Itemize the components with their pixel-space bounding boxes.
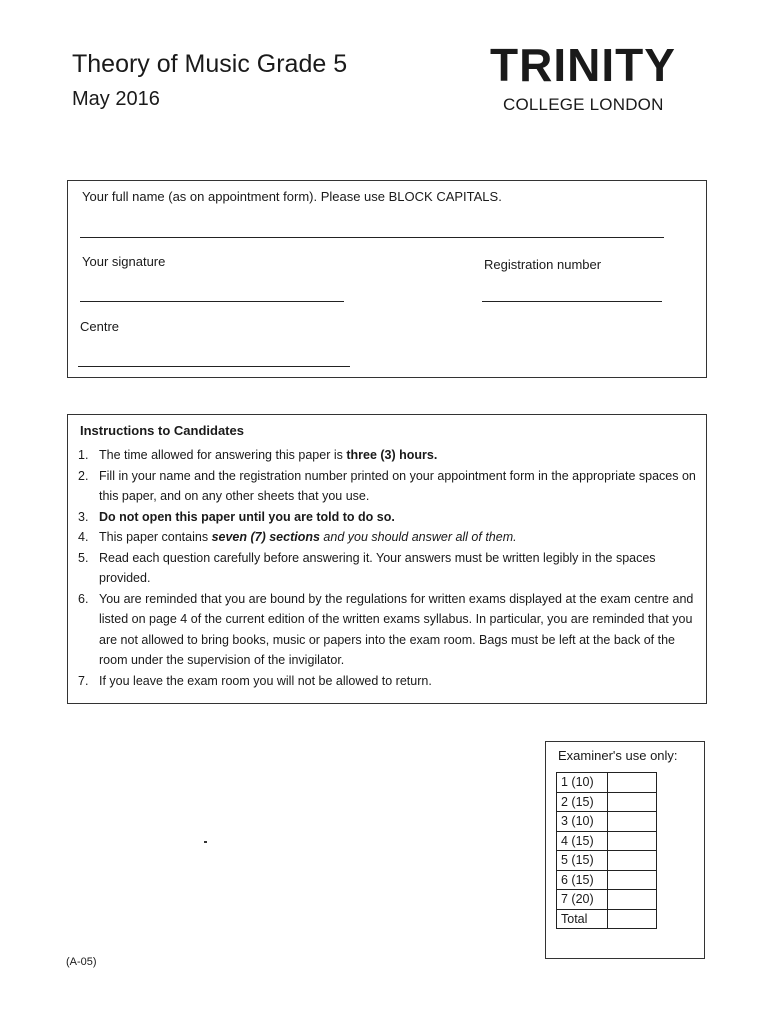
instruction-item: 7. If you leave the exam room you will not be allowed to return. [78,673,432,688]
signature-line[interactable] [80,301,344,302]
examiner-use-label: Examiner's use only: [558,748,678,763]
signature-label: Your signature [82,254,166,269]
full-name-label: Your full name (as on appointment form). Please use BLOCK CAPITALS. [82,189,502,204]
table-row [557,890,657,910]
total-mark-cell[interactable] [608,909,657,929]
table-row [557,812,657,832]
mark-cell[interactable] [608,890,657,910]
section-cell: 4 (15) [557,831,608,851]
mark-cell[interactable] [608,812,657,832]
instruction-item: 4. This paper contains seven (7) sections and you should answer all of them. [78,530,517,544]
stray-mark [204,841,207,843]
instructions-list [78,445,698,691]
mark-cell[interactable] [608,773,657,793]
centre-line[interactable] [78,366,350,367]
section-cell: 5 (15) [557,851,608,871]
total-cell: Total [557,909,608,929]
section-cell: 1 (10) [557,773,608,793]
instruction-item: 1. The time allowed for answering this paper is three (3) hours. [78,448,438,462]
candidate-details-box [67,180,707,378]
table-row [557,870,657,890]
trinity-logo-subtitle: COLLEGE LONDON [503,95,664,114]
mark-cell[interactable] [608,831,657,851]
centre-label: Centre [80,319,120,334]
section-cell: 7 (20) [557,890,608,910]
instruction-item: 3. Do not open this paper until you are told to do so. [78,509,395,524]
mark-cell[interactable] [608,851,657,871]
table-row [557,792,657,812]
section-cell: 2 (15) [557,792,608,812]
mark-cell[interactable] [608,792,657,812]
instruction-item: 6. You are reminded that you are bound by the regulations for written exams displayed at the exam centre and listed on page 4 of the current edition of the written exams syllabus. In particular, you are reminded that you are not allowed to bring books, music or papers into the exam room. Bags must be left at the back of the room under the supervision of the invigilator. [78,591,694,667]
registration-number-label: Registration number [484,257,602,272]
instruction-item: 5. Read each question carefully before answering it. Your answers must be written legibly in the spaces provided. [78,550,656,585]
registration-number-line[interactable] [482,301,662,302]
page-title: Theory of Music Grade 5 [72,50,348,78]
mark-cell[interactable] [608,870,657,890]
marks-table [556,772,657,929]
examiner-use-box [545,741,705,959]
table-row [557,773,657,793]
table-row [557,851,657,871]
instruction-item: 2. Fill in your name and the registration number printed on your appointment form in the appropriate spaces on this paper, and on any other sheets that you use. [78,468,696,503]
instructions-box [67,414,707,704]
exam-date: May 2016 [72,88,160,110]
paper-code: (A-05) [66,956,97,968]
instructions-heading: Instructions to Candidates [80,423,244,438]
section-cell: 3 (10) [557,812,608,832]
table-row [557,909,657,929]
trinity-logo-wordmark: TRINITY [490,39,676,91]
full-name-line[interactable] [80,237,664,238]
section-cell: 6 (15) [557,870,608,890]
table-row [557,831,657,851]
